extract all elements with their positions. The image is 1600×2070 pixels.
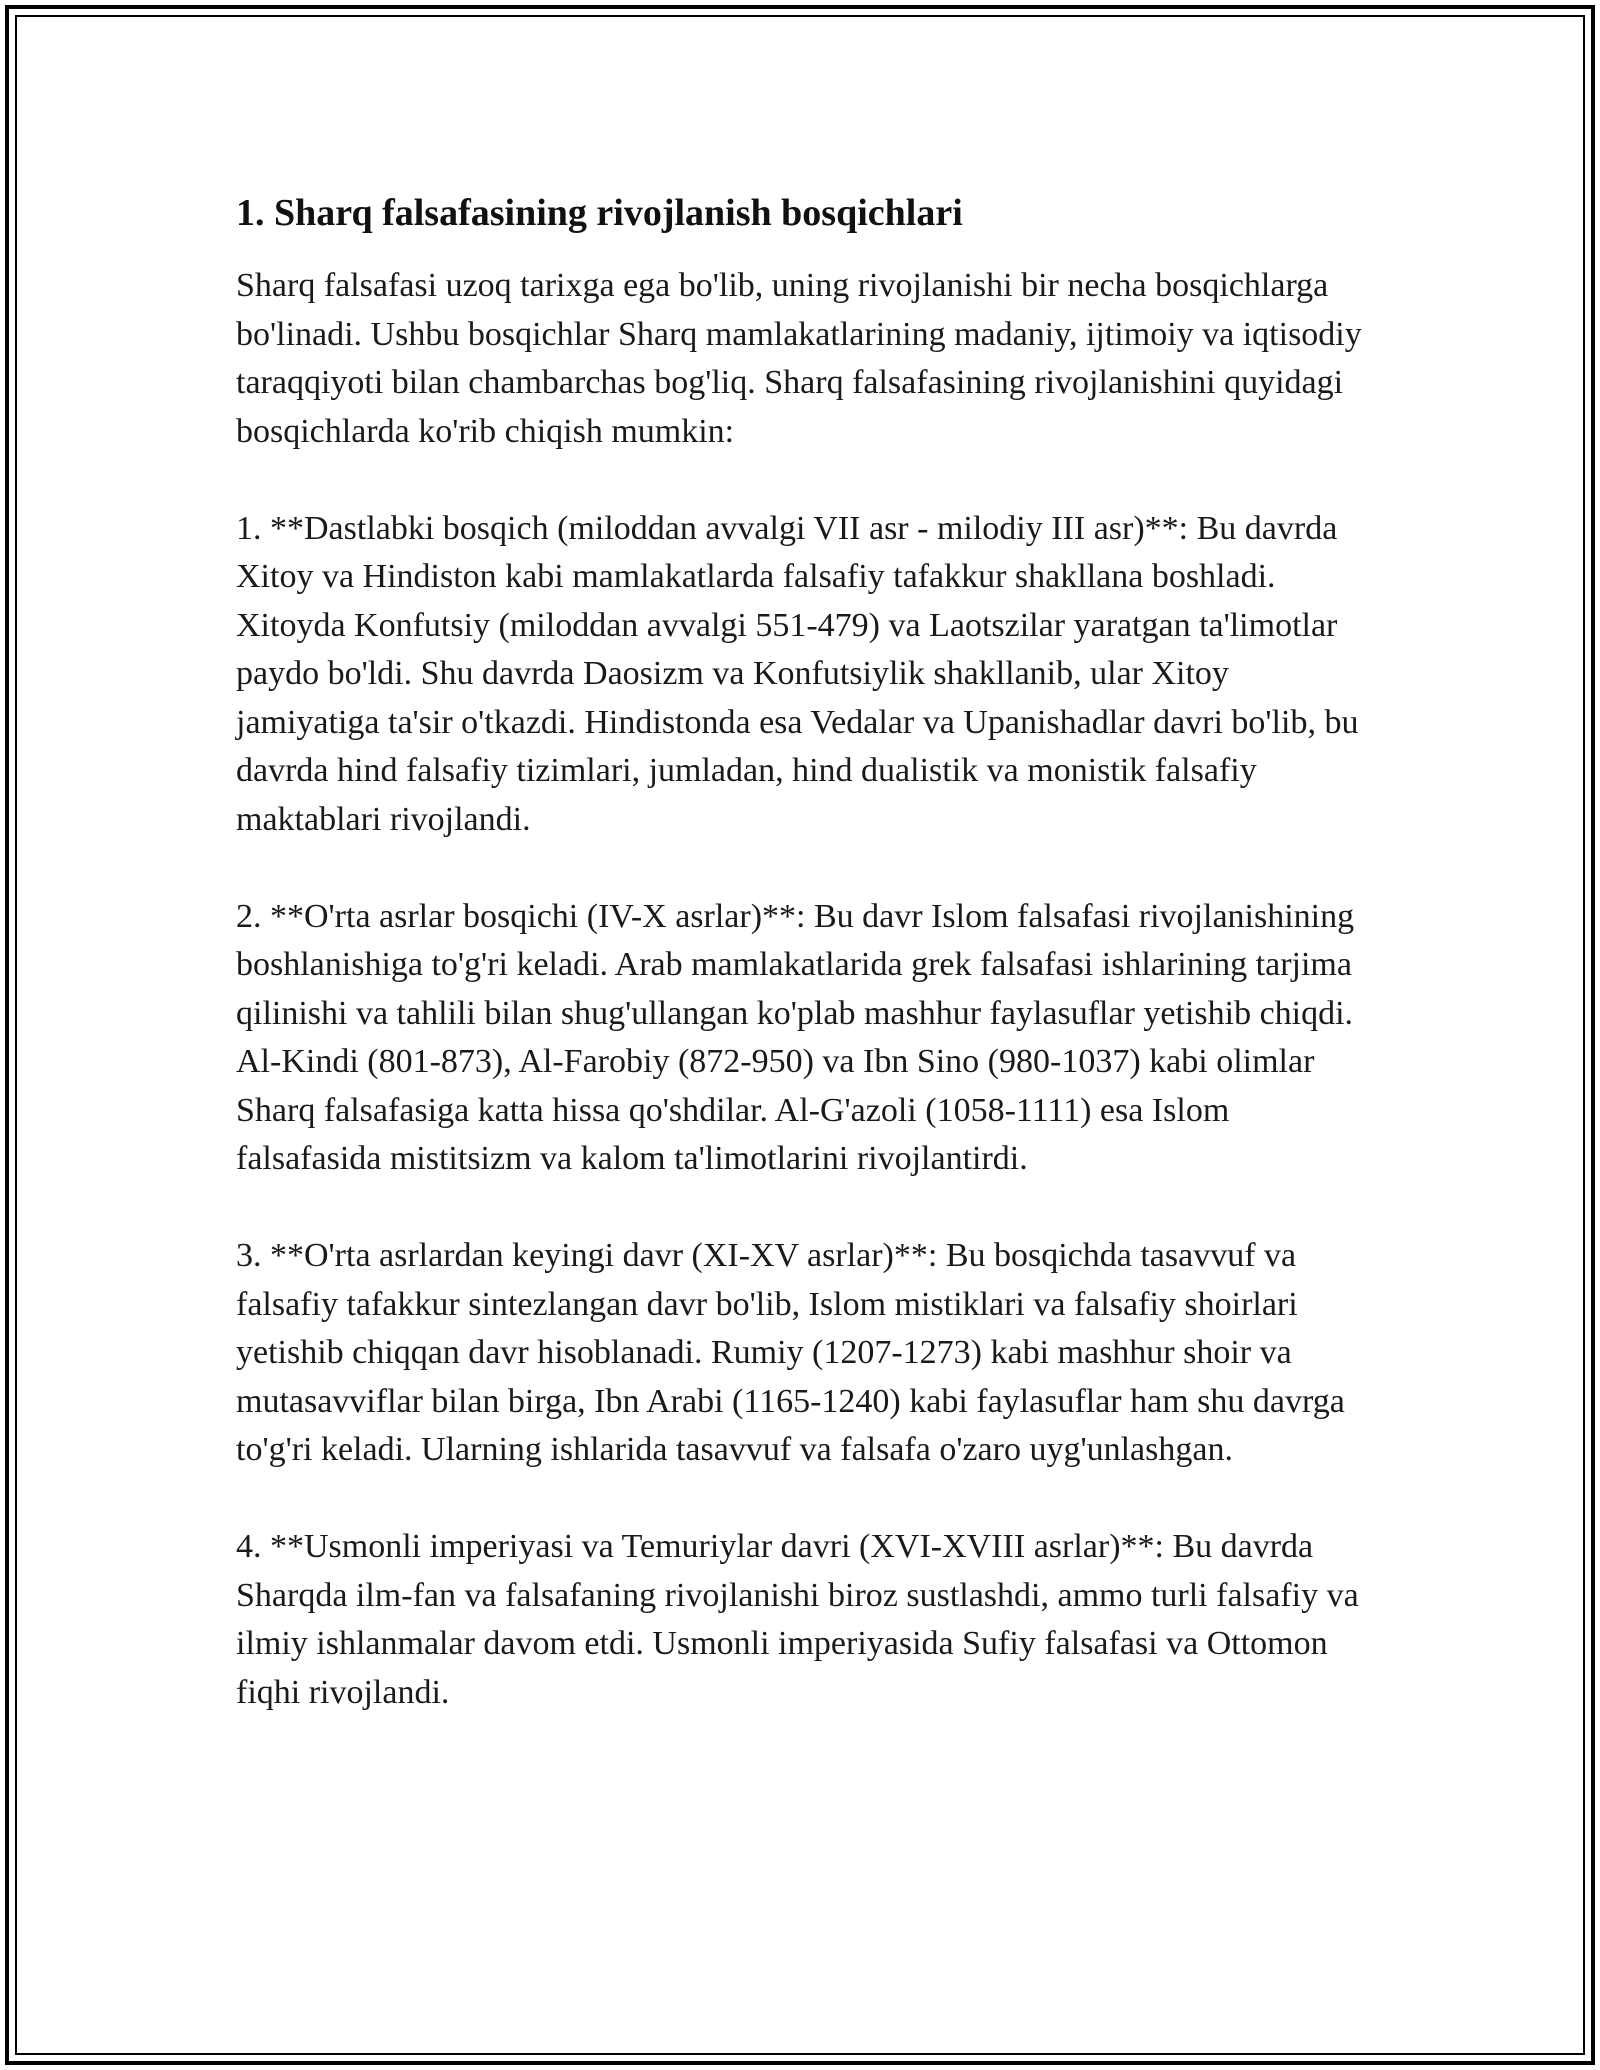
stage-3-paragraph: 3. **O'rta asrlardan keyingi davr (XI-XV asrlar)**: Bu bosqichda tasavvuf va falsafiy tafakkur sintezlangan davr bo'lib, Islom mistiklari va falsafiy shoirlari yetishib chiqqan davr hisoblanadi. Rumiy (1207-1273) kabi mashhur shoir va mutasavviflar bilan birga, Ibn Arabi (1165-1240) kabi faylasuflar ham shu davrga to'g'ri keladi. Ularning ishlarida tasavvuf va falsafa o'zaro uyg'unlashgan.	[236, 1237, 1345, 1468]
intro-paragraph: Sharq falsafasi uzoq tarixga ega bo'lib, uning rivojlanishi bir necha bosqichlarga bo'linadi. Ushbu bosqichlar Sharq mamlakatlarining madaniy, ijtimoiy va iqtisodiy taraqqiyoti bilan chambarchas bog'liq. Sharq falsafasining rivojlanishini quyidagi bosqichlarda ko'rib chiqish mumkin:	[236, 267, 1362, 450]
document-body	[236, 188, 1376, 1766]
section-heading: 1. Sharq falsafasining rivojlanish bosqichlari	[236, 192, 963, 234]
stage-1-paragraph: 1. **Dastlabki bosqich (miloddan avvalgi VII asr - milodiy III asr)**: Bu davrda Xitoy va Hindiston kabi mamlakatlarda falsafiy tafakkur shakllana boshladi. Xitoyda Konfutsiy (miloddan avvalgi 551-479) va Laotszilar yaratgan ta'limotlar paydo bo'ldi. Shu davrda Daosizm va Konfutsiylik shakllanib, ular Xitoy jamiyatiga ta'sir o'tkazdi. Hindistonda esa Vedalar va Upanishadlar davri bo'lib, bu davrda hind falsafiy tizimlari, jumladan, hind dualistik va monistik falsafiy maktablari rivojlandi.	[236, 509, 1359, 838]
stage-4-paragraph: 4. **Usmonli imperiyasi va Temuriylar davri (XVI-XVIII asrlar)**: Bu davrda Sharqda ilm-fan va falsafaning rivojlanishi biroz sustlashdi, ammo turli falsafiy va ilmiy ishlanmalar davom etdi. Usmonli imperiyasida Sufiy falsafasi va Ottomon fiqhi rivojlandi.	[236, 1528, 1359, 1711]
stage-2-paragraph: 2. **O'rta asrlar bosqichi (IV-X asrlar)**: Bu davr Islom falsafasi rivojlanishining boshlanishiga to'g'ri keladi. Arab mamlakatlarida grek falsafasi ishlarining tarjima qilinishi va tahlili bilan shug'ullangan ko'plab mashhur faylasuflar yetishib chiqdi. Al-Kindi (801-873), Al-Farobiy (872-950) va Ibn Sino (980-1037) kabi olimlar Sharq falsafasiga katta hissa qo'shdilar. Al-G'azoli (1058-1111) esa Islom falsafasida mistitsizm va kalom ta'limotlarini rivojlantirdi.	[236, 897, 1355, 1177]
